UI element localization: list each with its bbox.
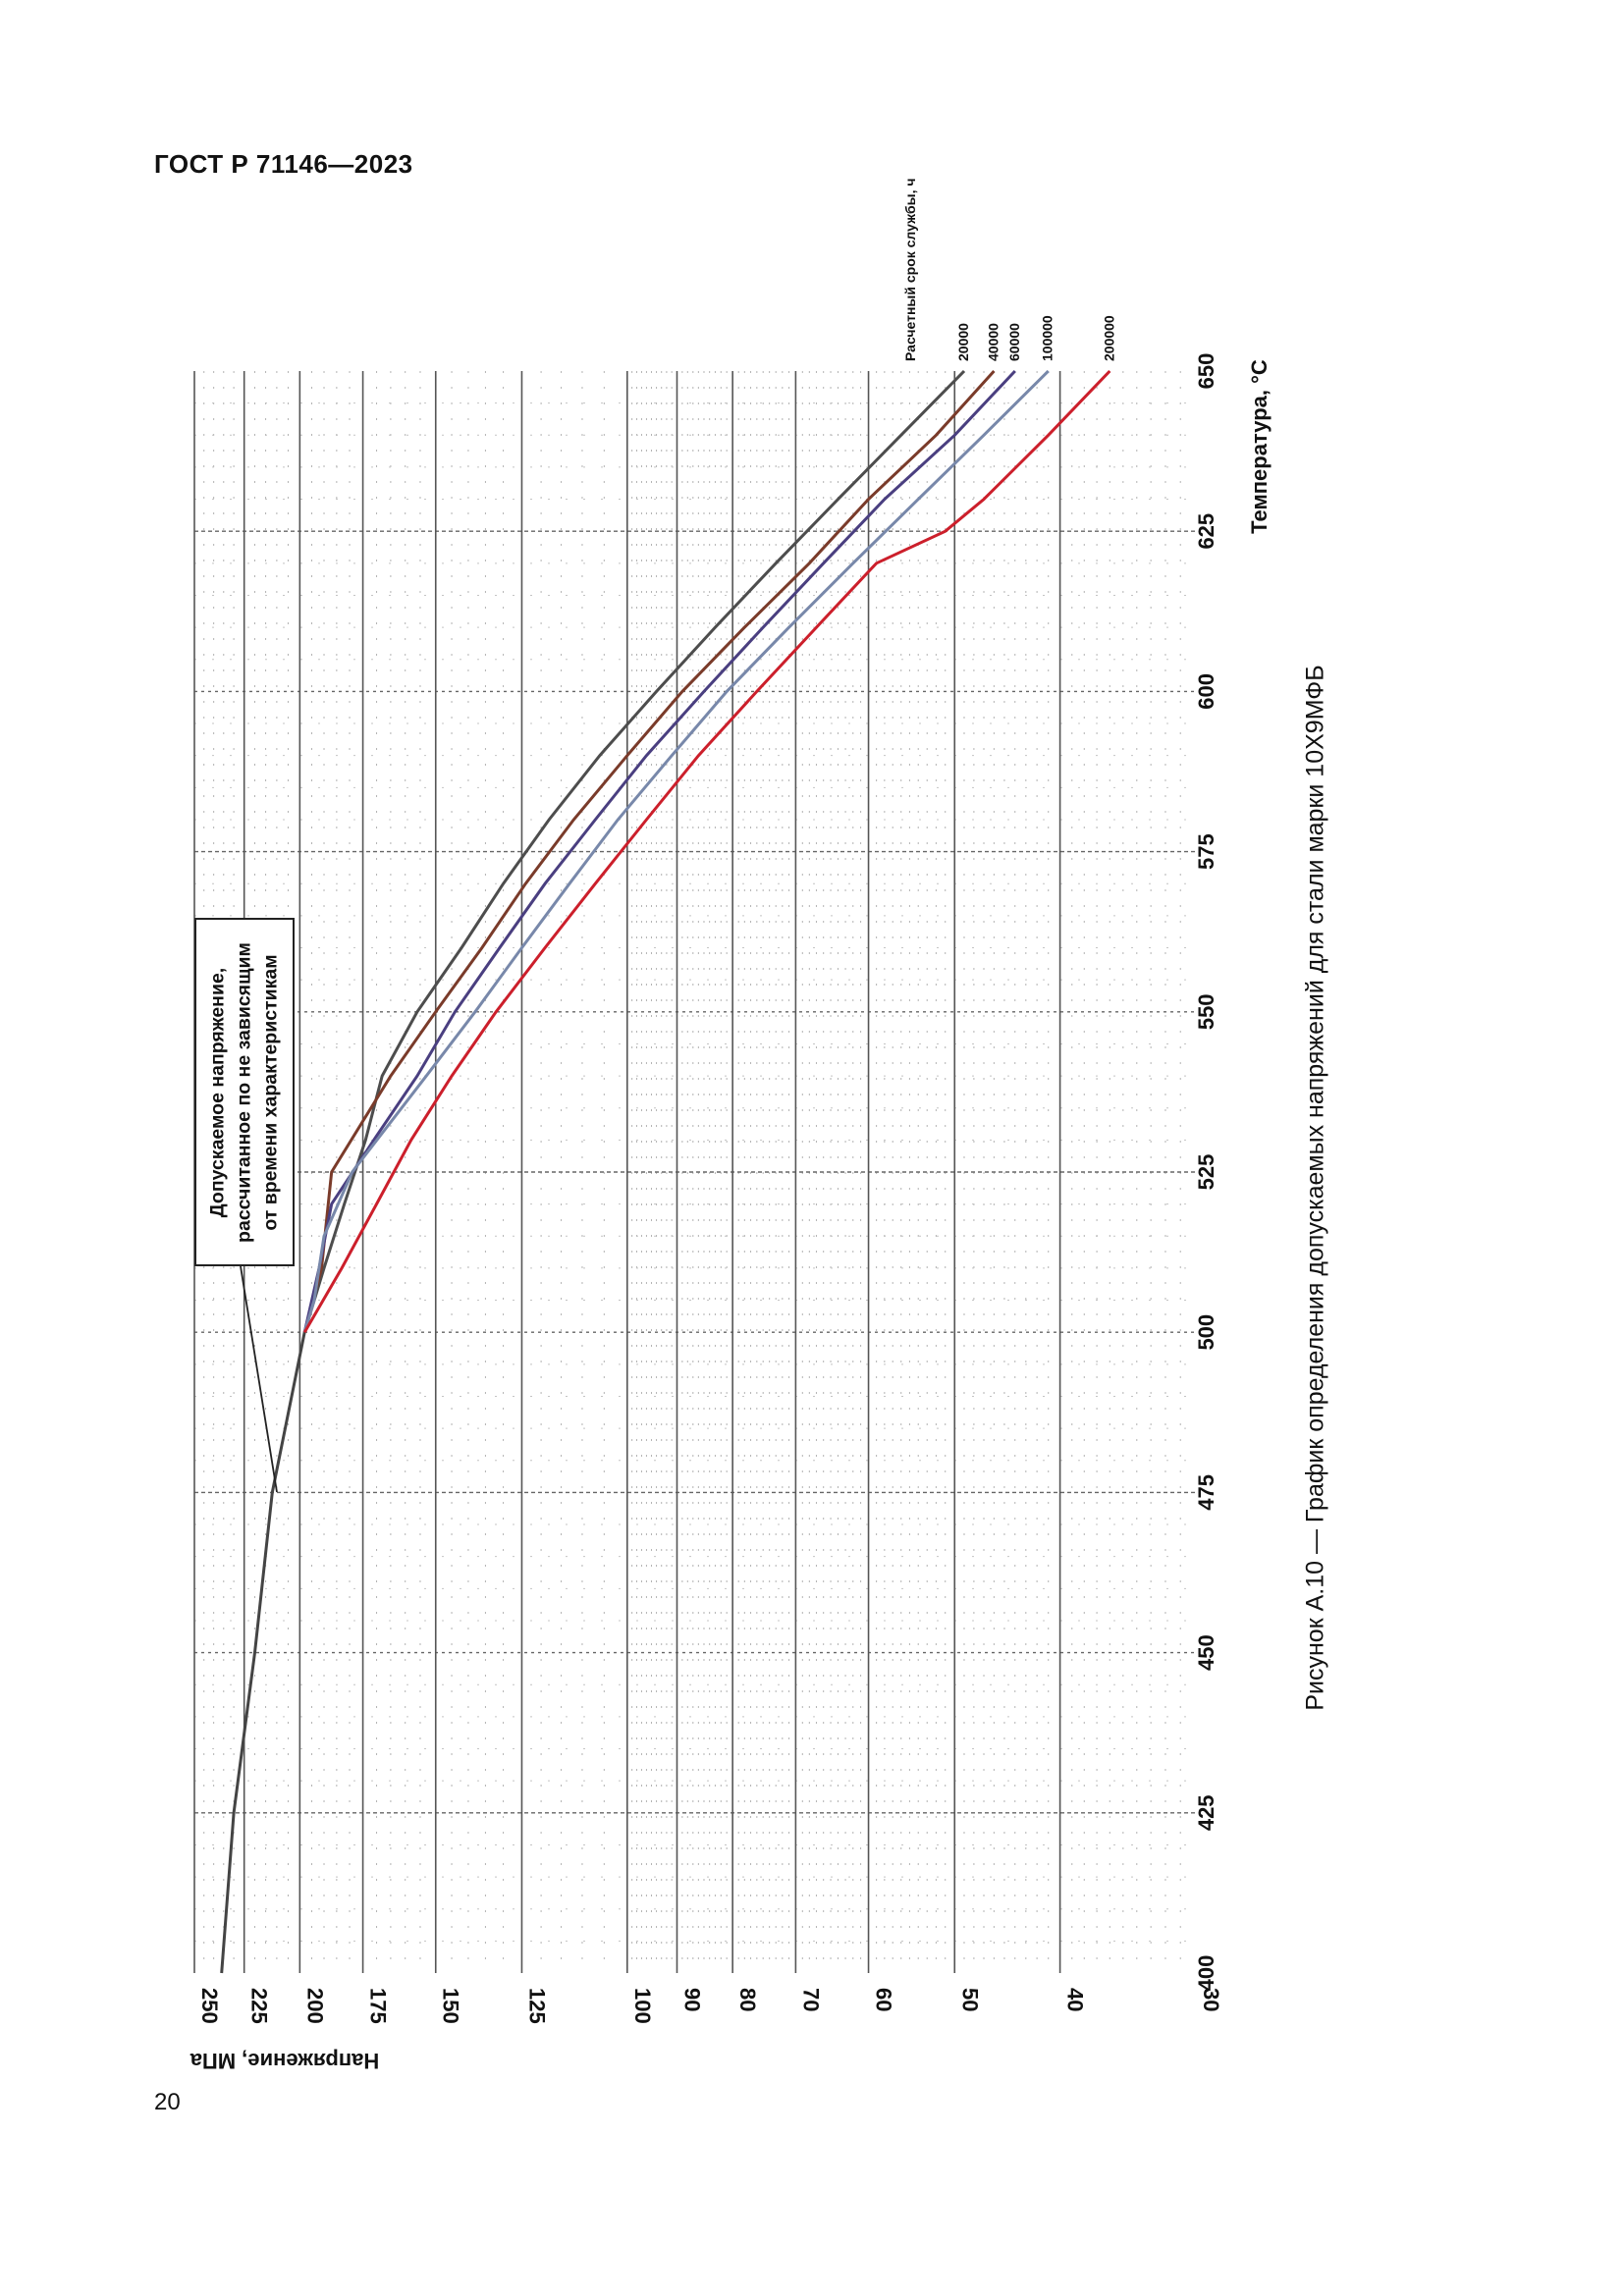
legend-title: Расчетный срок службы, ч xyxy=(902,178,918,361)
annotation-line-1: Допускаемое напряжение, xyxy=(206,967,229,1217)
annotation-line-2: рассчитанное по не зависящим xyxy=(233,941,255,1243)
series-line-200000 xyxy=(304,371,1110,1332)
stress-tick-label: 60 xyxy=(871,1988,896,2012)
stress-tick-label: 40 xyxy=(1062,1988,1088,2012)
stress-tick-label: 175 xyxy=(365,1988,391,2024)
annotation-text xyxy=(205,931,285,1255)
temperature-tick-label: 425 xyxy=(1194,1794,1218,1832)
stress-tick-label: 150 xyxy=(438,1988,463,2024)
annotation-leader-line xyxy=(241,1266,277,1492)
series-label-60000: 60000 xyxy=(1005,323,1022,361)
temperature-tick-label: 400 xyxy=(1194,1954,1218,1992)
stress-tick-label: 125 xyxy=(524,1988,550,2024)
stress-tick-label: 200 xyxy=(302,1988,328,2024)
page-number: 20 xyxy=(154,2089,181,2115)
series-label-20000: 20000 xyxy=(954,323,971,361)
stress-tick-label: 250 xyxy=(197,1988,222,2024)
figure-caption: Рисунок А.10 — График определения допускаемых напряжений для стали марки 10Х9МФБ xyxy=(1301,665,1329,1711)
temperature-tick-label: 600 xyxy=(1194,673,1218,710)
temperature-tick-label: 475 xyxy=(1194,1474,1218,1511)
stress-tick-label: 50 xyxy=(957,1988,983,2012)
temperature-tick-label: 450 xyxy=(1194,1634,1218,1671)
document-header: ГОСТ Р 71146—2023 xyxy=(154,149,413,179)
series-label-100000: 100000 xyxy=(1039,315,1056,361)
annotation-line-3: от времени характеристикам xyxy=(259,953,282,1231)
series-label-200000: 200000 xyxy=(1101,315,1117,361)
temperature-tick-label: 550 xyxy=(1194,993,1218,1031)
y-axis-label: Напряжение, МПа xyxy=(189,2049,380,2073)
stress-tick-label: 225 xyxy=(246,1988,272,2024)
stress-tick-label: 100 xyxy=(629,1988,655,2024)
temperature-tick-label: 575 xyxy=(1194,833,1218,870)
x-axis-label: Температура, °С xyxy=(1247,359,1272,534)
stress-tick-label: 30 xyxy=(1199,1988,1223,2012)
temperature-tick-label: 525 xyxy=(1194,1153,1218,1191)
series-label-40000: 40000 xyxy=(985,323,1001,361)
annotation-box xyxy=(194,918,295,1266)
stress-tick-label: 80 xyxy=(735,1988,761,2012)
temperature-tick-label: 625 xyxy=(1194,512,1218,550)
temperature-tick-label: 500 xyxy=(1194,1313,1218,1351)
temperature-tick-label: 650 xyxy=(1194,352,1218,390)
stress-tick-label: 90 xyxy=(679,1988,705,2012)
stress-tick-label: 70 xyxy=(798,1988,824,2012)
